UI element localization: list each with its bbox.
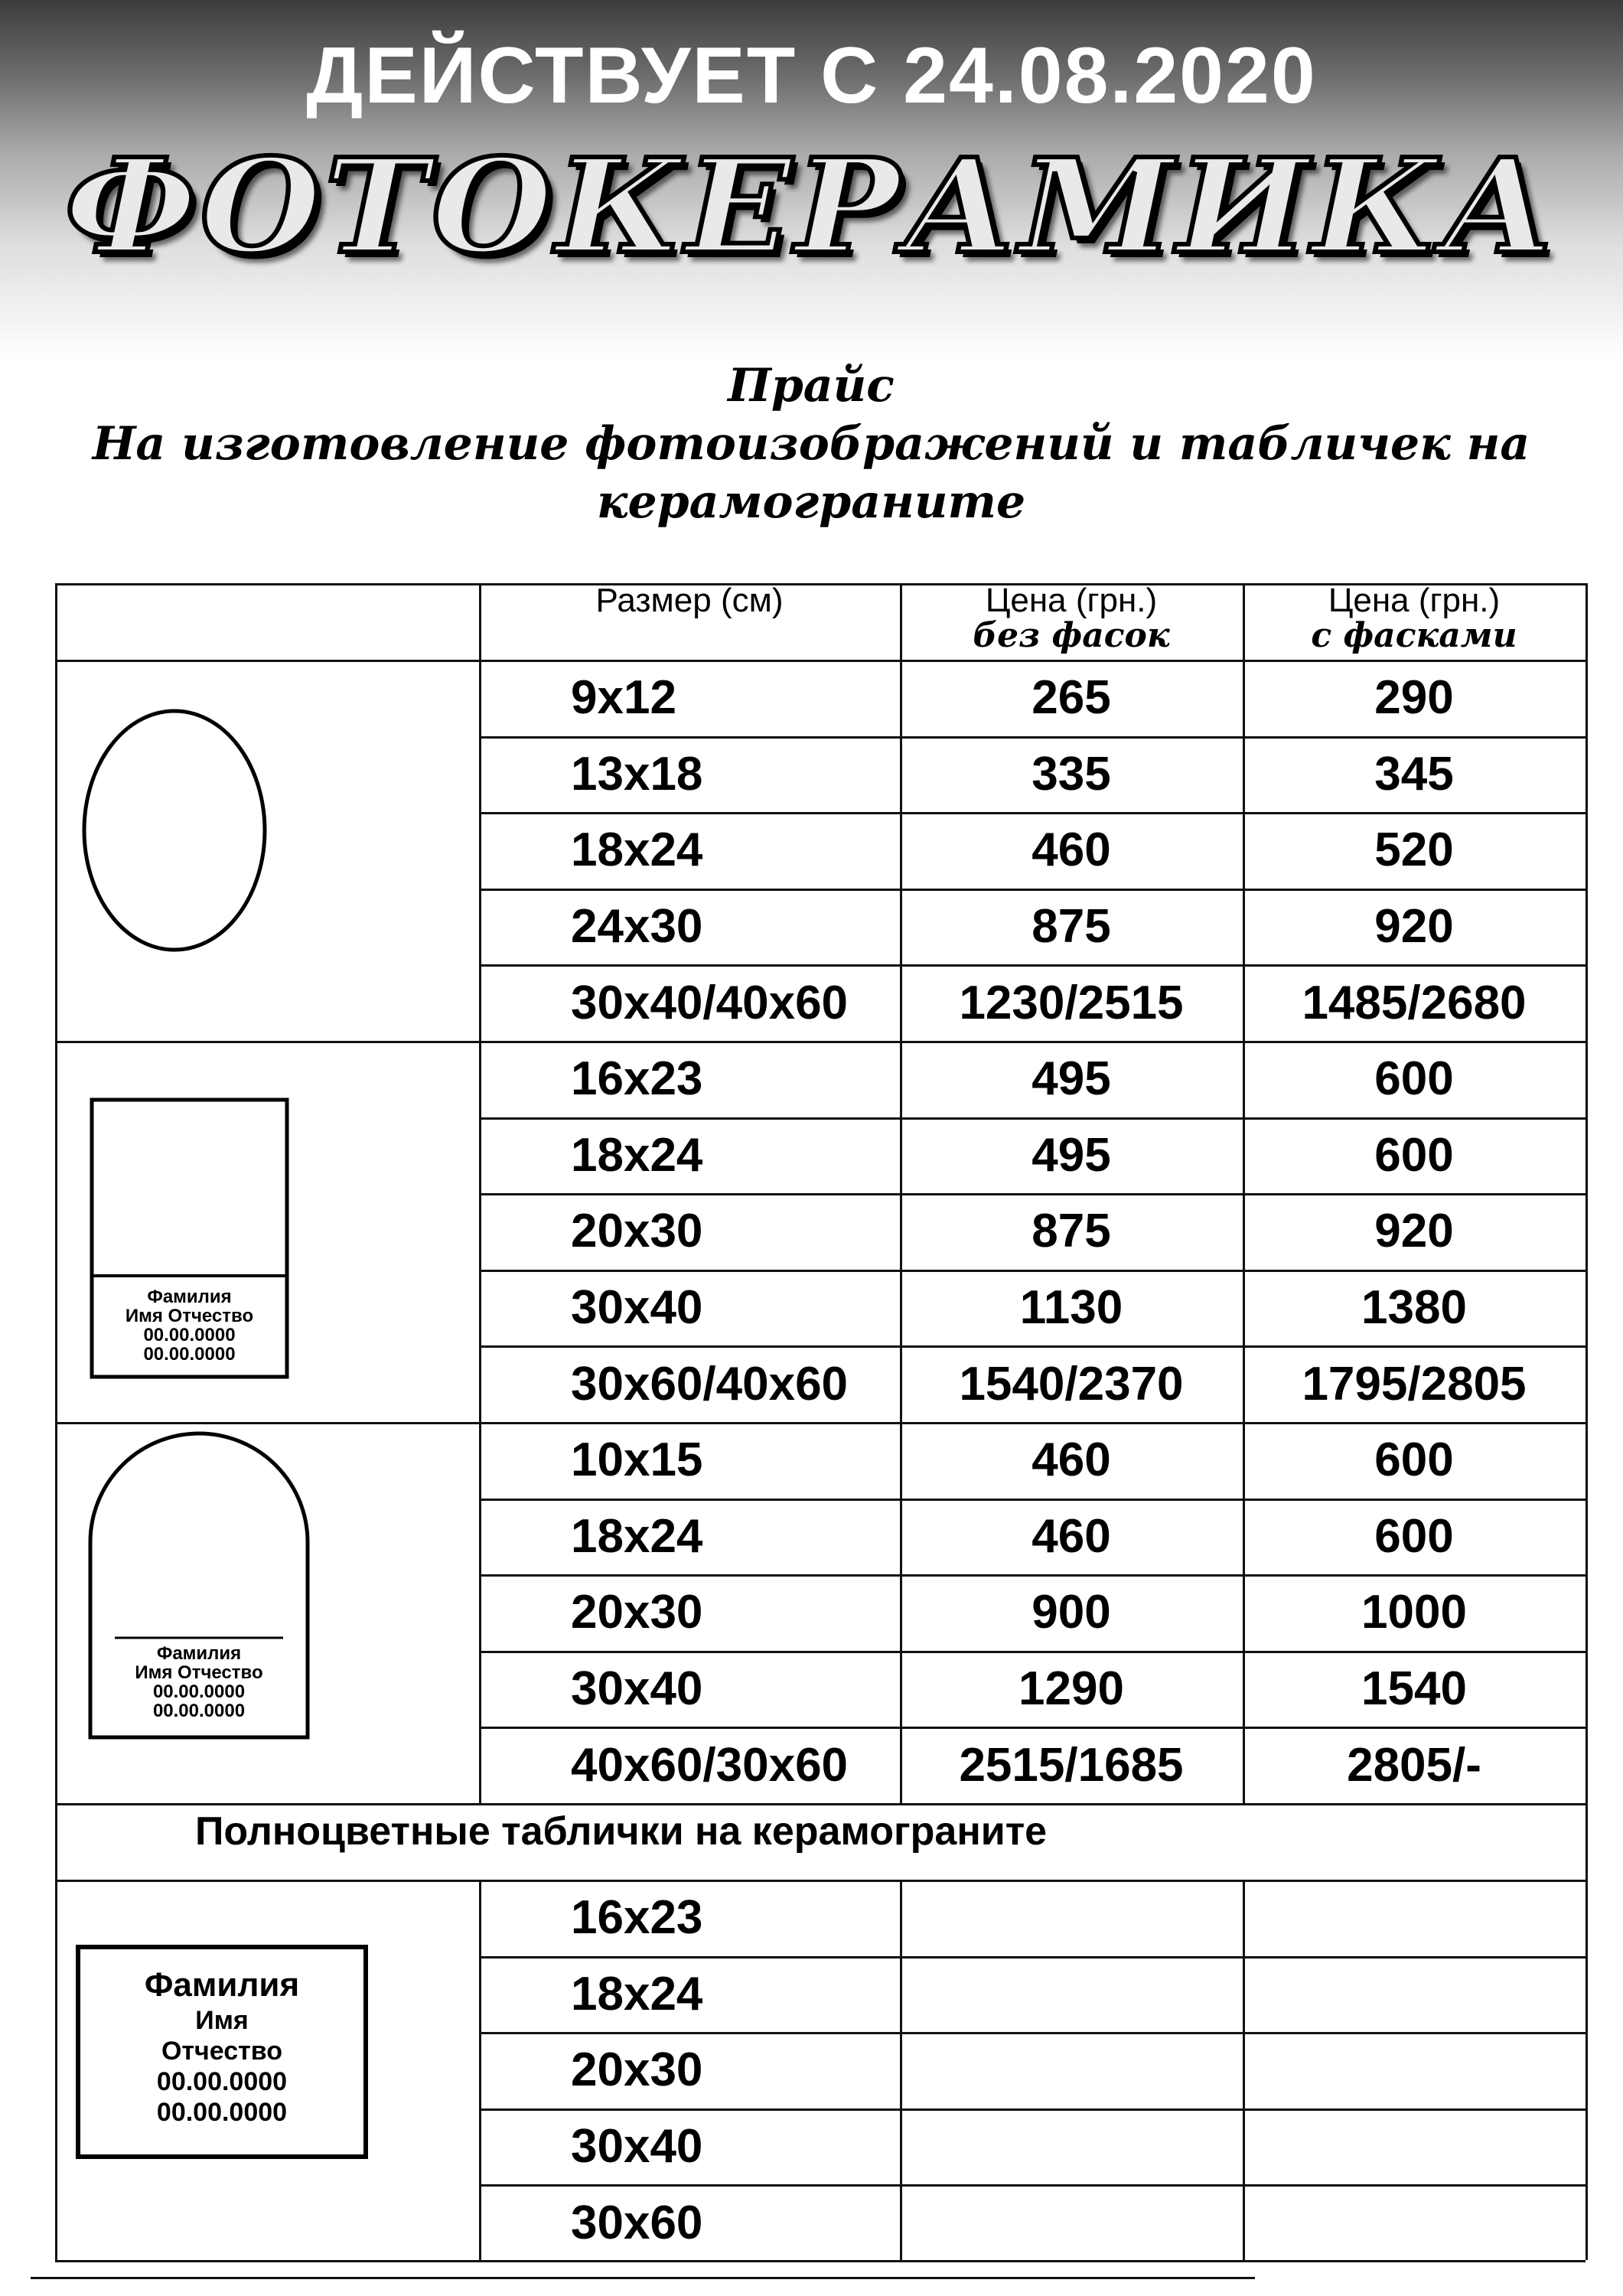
column-header-price-label: Цена (грн.) [1328,582,1501,619]
inscription-date: 00.00.0000 [143,1325,236,1345]
price-bevel-cell: 1380 [1361,1281,1467,1335]
price-bevel-cell: 520 [1374,823,1454,877]
full-color-plate-inscription [80,1965,364,2128]
inscription-patronymic: Отчество [161,2037,283,2066]
table-rule [55,1803,1586,1805]
price-no-bevel-cell: 1290 [1018,1662,1124,1716]
table-rule [1586,583,1588,2260]
inscription-surname: Фамилия [144,1966,300,2004]
inscription-date: 00.00.0000 [152,1681,246,1702]
size-cell: 18x24 [571,1128,703,1182]
price-no-bevel-cell: 495 [1031,1128,1111,1182]
price-list-subtitle-line1: На изготовление фотоизображений и табличек на [92,417,1530,471]
inscription-name: Имя Отчество [135,1662,263,1683]
inscription-date: 00.00.0000 [143,1344,236,1365]
plate-price-no-bevel-cell [900,1880,1243,1956]
price-no-bevel-cell: 1540/2370 [959,1357,1184,1411]
column-header-size-label: Размер (см) [595,582,784,619]
price-bevel-cell: 1000 [1361,1586,1467,1639]
price-no-bevel-cell: 460 [1031,1433,1111,1487]
size-cell: 30x40 [571,1281,703,1335]
price-no-bevel-cell: 875 [1031,900,1111,954]
size-cell: 30x60/40x60 [571,1357,849,1411]
price-bevel-cell: 600 [1374,1128,1454,1182]
plate-size-cell: 16x23 [571,1891,703,1945]
plate-price-no-bevel-cell [900,2184,1243,2261]
plate-price-bevel-cell [1243,2108,1586,2185]
column-header-no-bevel: без фасок [973,616,1170,655]
inscription-date: 00.00.0000 [152,1701,246,1721]
valid-from-date: ДЕЙСТВУЕТ С 24.08.2020 [306,31,1317,120]
size-cell: 10x15 [571,1433,703,1487]
price-no-bevel-cell: 335 [1031,747,1111,801]
size-cell: 20x30 [571,1205,703,1258]
plate-price-no-bevel-cell [900,1956,1243,2033]
inscription-date: 00.00.0000 [156,2098,288,2127]
inscription-name: Имя Отчество [125,1306,254,1326]
price-bevel-cell: 920 [1374,900,1454,954]
price-no-bevel-cell: 1230/2515 [959,976,1184,1029]
column-header-size [479,583,900,618]
plate-size-cell: 18x24 [571,1967,703,2020]
price-no-bevel-cell: 875 [1031,1205,1111,1258]
price-no-bevel-cell: 1130 [1019,1281,1123,1335]
plate-price-bevel-cell [1243,2032,1586,2108]
column-header-price-bevel [1243,583,1586,654]
price-no-bevel-cell: 2515/1685 [959,1738,1184,1792]
size-cell: 30x40 [571,1662,703,1716]
price-bevel-cell: 2805/- [1347,1738,1481,1792]
price-no-bevel-cell: 900 [1031,1586,1111,1639]
price-no-bevel-cell: 495 [1031,1052,1111,1106]
plate-price-bevel-cell [1243,2184,1586,2261]
plate-price-bevel-cell [1243,1956,1586,2033]
price-bevel-cell: 920 [1374,1205,1454,1258]
size-cell: 9x12 [571,671,676,725]
brand-title: ФОТОКЕРАМИКА [64,130,1559,283]
price-bevel-cell: 1485/2680 [1302,976,1527,1029]
table-rule [55,583,1586,585]
inscription-surname: Фамилия [156,1643,242,1664]
price-no-bevel-cell: 460 [1031,1509,1111,1563]
price-bevel-cell: 345 [1374,747,1454,801]
plates-section-title: Полноцветные таблички на керамограните [195,1809,1048,1854]
size-cell: 40x60/30x60 [571,1738,849,1792]
inscription-name: Имя [195,2006,249,2035]
size-cell: 16x23 [571,1052,703,1106]
size-cell: 13x18 [571,747,703,801]
size-cell: 30x40/40x60 [571,976,849,1029]
price-bevel-cell: 1540 [1361,1662,1467,1716]
table-rule [55,2260,1586,2262]
plate-size-cell: 30x60 [571,2196,703,2249]
plate-price-no-bevel-cell [900,2032,1243,2108]
price-bevel-cell: 600 [1374,1433,1454,1487]
plate-size-cell: 30x40 [571,2120,703,2174]
size-cell: 20x30 [571,1586,703,1639]
price-no-bevel-cell: 265 [1031,671,1111,725]
size-cell: 18x24 [571,823,703,877]
size-cell: 18x24 [571,1509,703,1563]
price-bevel-cell: 600 [1374,1509,1454,1563]
price-bevel-cell: 290 [1374,671,1454,725]
inscription-date: 00.00.0000 [156,2067,288,2096]
price-list-subtitle-line2: керамограните [596,475,1026,529]
table-rule [31,2277,1255,2279]
price-list-title: Прайс [728,359,895,413]
column-header-price-no-bevel [900,583,1243,654]
price-bevel-cell: 600 [1374,1052,1454,1106]
oval-shape-icon [77,704,275,957]
arch-plaque-inscription [90,1644,308,1720]
inscription-surname: Фамилия [147,1287,232,1307]
price-bevel-cell: 1795/2805 [1302,1357,1527,1411]
plate-price-no-bevel-cell [900,2108,1243,2185]
column-header-with-bevel: с фасками [1311,616,1517,655]
column-header-price-label: Цена (грн.) [985,582,1158,619]
size-cell: 24x30 [571,900,703,954]
rectangle-plaque-inscription [92,1287,287,1364]
plate-size-cell: 20x30 [571,2043,703,2097]
price-no-bevel-cell: 460 [1031,823,1111,877]
plate-price-bevel-cell [1243,1880,1586,1956]
